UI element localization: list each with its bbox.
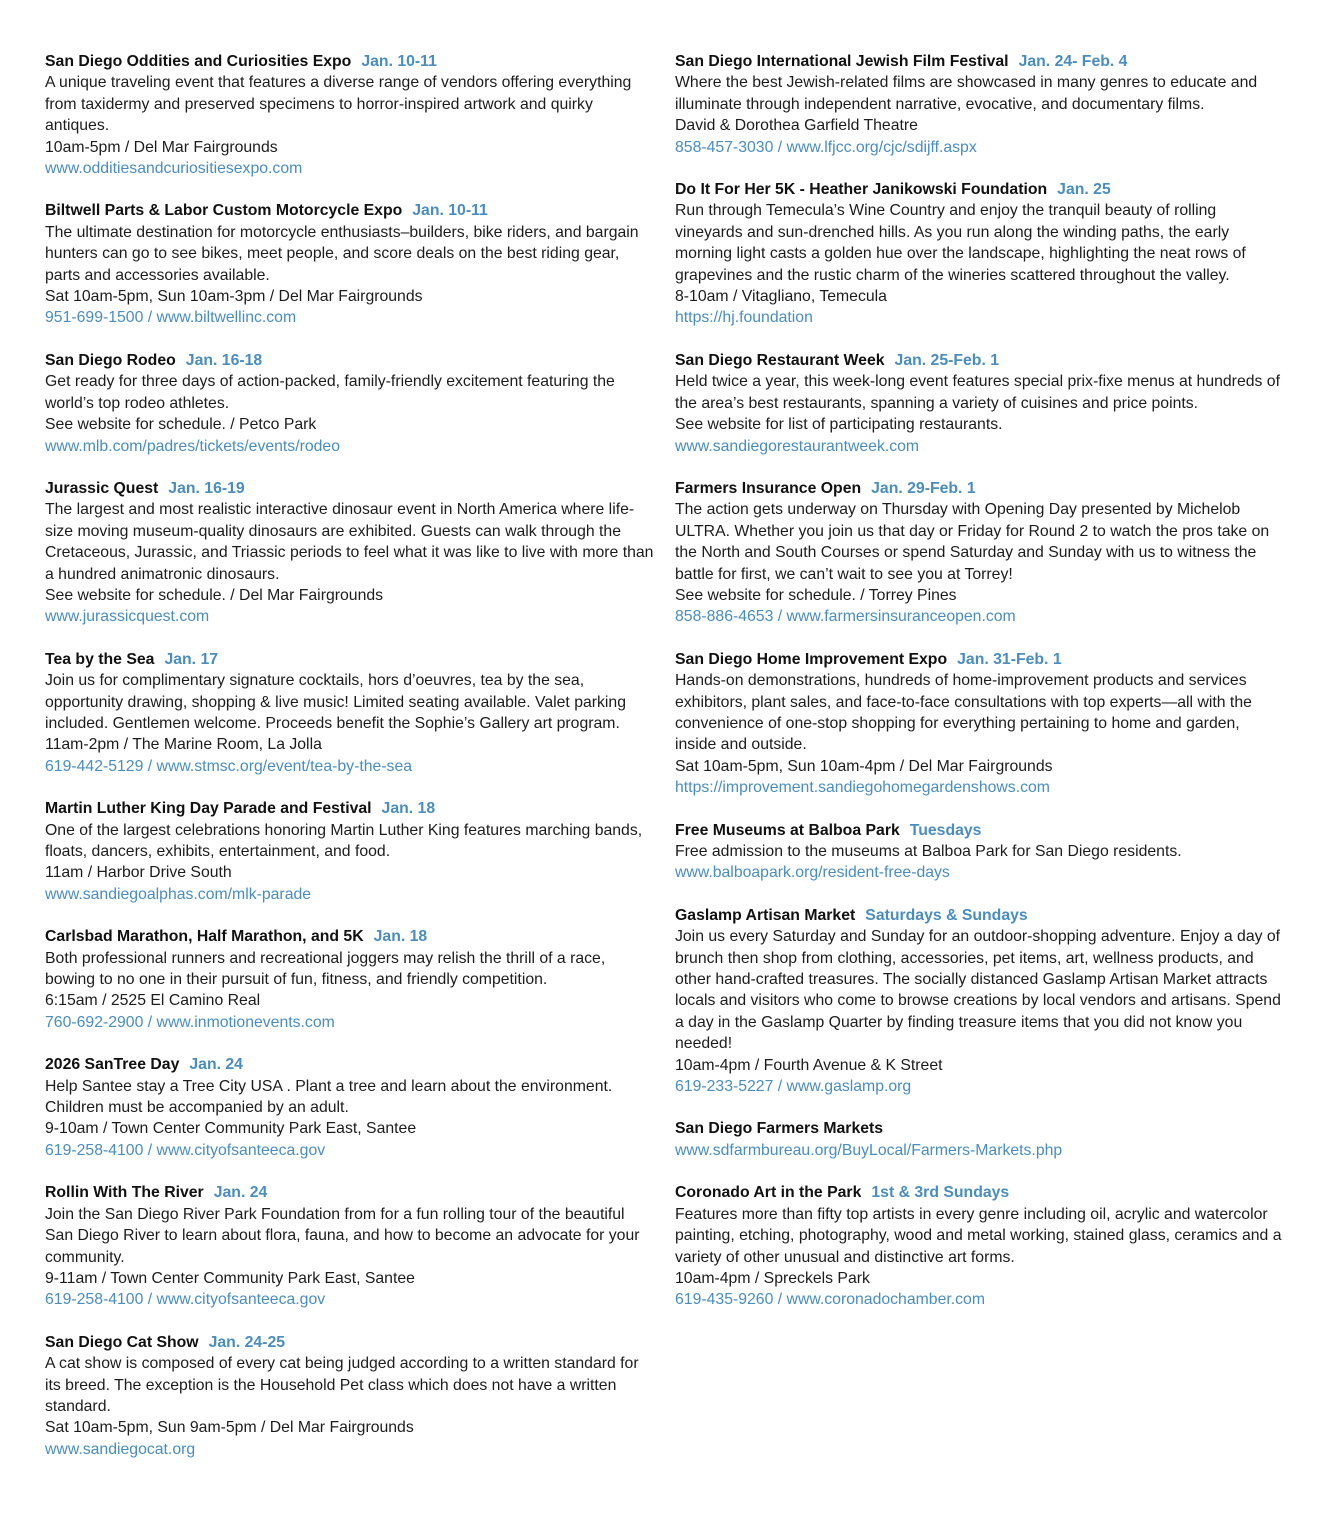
event-header	[675, 905, 1285, 926]
event-title: Rollin With The River	[45, 1184, 204, 1202]
event-link[interactable]: www.sandiegorestaurantweek.com	[675, 437, 920, 455]
event-link[interactable]: www.sdfarmbureau.org/BuyLocal/Farmers-Markets.php	[675, 1141, 1063, 1159]
event-link[interactable]: 619-258-4100 / www.cityofsanteeca.gov	[45, 1141, 326, 1159]
event-header	[675, 1118, 1285, 1139]
event-description: A cat show is composed of every cat being judged according to a written standard for its breed. The exception is the Household Pet class which does not have a written standard.	[45, 1355, 639, 1415]
event-link[interactable]: 760-692-2900 / www.inmotionevents.com	[45, 1013, 335, 1031]
event-description: Hands-on demonstrations, hundreds of home-improvement products and services exhibitors, plant sales, and face-to-face consultations with top experts—all with the convenience of one-stop shopping for everything pertaining to home and garden, inside and outside.	[675, 672, 1252, 754]
event-description: Both professional runners and recreational joggers may relish the thrill of a race, bowing to no one in their pursuit of fun, fitness, and friendly competition.	[45, 949, 606, 989]
event-time-location: 11am / Harbor Drive South	[45, 864, 232, 882]
event-description: Where the best Jewish-related films are showcased in many genres to educate and illuminate through independent narrative, evocative, and documentary films.	[675, 74, 1258, 113]
event-title: Gaslamp Artisan Market	[675, 906, 856, 924]
event-time-location: Sat 10am-5pm, Sun 10am-3pm / Del Mar Fairgrounds	[45, 288, 423, 306]
event-link[interactable]: 951-699-1500 / www.biltwellinc.com	[45, 309, 297, 327]
event-header	[675, 350, 1285, 371]
event-link[interactable]: 619-442-5129 / www.stmsc.org/event/tea-by-the-sea	[45, 757, 413, 775]
event-title: Farmers Insurance Open	[675, 479, 862, 497]
event-time-location: See website for schedule. / Petco Park	[45, 416, 317, 434]
event-description: A unique traveling event that features a diverse range of vendors offering everything from taxidermy and preserved specimens to horror-inspired artwork and quirky antiques.	[45, 74, 632, 135]
event-title: San Diego Home Improvement Expo	[675, 650, 948, 668]
event-time-location: Sat 10am-5pm, Sun 9am-5pm / Del Mar Fairgrounds	[45, 1419, 414, 1437]
event-header	[45, 1054, 655, 1075]
event-title: 2026 SanTree Day	[45, 1056, 180, 1074]
event-title: San Diego Rodeo	[45, 351, 176, 369]
event-header	[675, 649, 1285, 670]
event-time-location: 11am-2pm / The Marine Room, La Jolla	[45, 736, 322, 754]
event-time-location: 10am-4pm / Fourth Avenue & K Street	[675, 1056, 943, 1074]
event-date: Jan. 17	[164, 650, 219, 668]
event-title: Martin Luther King Day Parade and Festival	[45, 800, 372, 818]
event-date: Jan. 25-Feb. 1	[894, 351, 1000, 369]
event-time-location: Sat 10am-5pm, Sun 10am-4pm / Del Mar Fairgrounds	[675, 757, 1053, 775]
event-date: Jan. 24	[189, 1056, 243, 1074]
event-item	[45, 51, 655, 179]
event-item	[45, 1332, 655, 1460]
event-item	[675, 905, 1285, 1098]
event-item	[675, 1118, 1285, 1161]
event-link[interactable]: https://hj.foundation	[675, 309, 813, 327]
event-description: Join us for complimentary signature cocktails, hors d’oeuvres, tea by the sea, opportunity drawing, shopping & live music! Limited seating available. Valet parking included. Gentlemen welcome. Proceeds benefit the Sophie’s Gallery art program.	[45, 672, 627, 732]
event-time-location: See website for schedule. / Torrey Pines	[675, 586, 957, 604]
event-description: Join the San Diego River Park Foundation from for a fun rolling tour of the beautiful San Diego River to learn about flora, fauna, and how to become an advocate for your community.	[45, 1205, 640, 1266]
event-item	[675, 478, 1285, 628]
event-link[interactable]: www.jurassicquest.com	[45, 608, 210, 626]
event-link[interactable]: 619-258-4100 / www.cityofsanteeca.gov	[45, 1291, 326, 1309]
event-link[interactable]: www.odditiesandcuriositiesexpo.com	[45, 160, 303, 178]
event-date: Jan. 31-Feb. 1	[957, 650, 1062, 668]
event-item	[45, 649, 655, 777]
event-date: Jan. 16-19	[168, 479, 245, 497]
event-title: San Diego Restaurant Week	[675, 351, 885, 369]
event-item	[45, 926, 655, 1033]
event-time-location: See website for schedule. / Del Mar Fairgrounds	[45, 586, 384, 604]
event-title: San Diego Cat Show	[45, 1333, 199, 1351]
event-description: Held twice a year, this week-long event features special prix-fixe menus at hundreds of the area’s best restaurants, spanning a variety of cuisines and price points.	[675, 373, 1280, 412]
event-link[interactable]: www.sandiegoalphas.com/mlk-parade	[45, 885, 312, 903]
event-link[interactable]: www.balboapark.org/resident-free-days	[675, 864, 950, 882]
event-item	[675, 350, 1285, 457]
event-title: Free Museums at Balboa Park	[675, 821, 900, 839]
event-item	[45, 1054, 655, 1161]
event-date: Jan. 16-18	[185, 351, 263, 369]
event-title: Carlsbad Marathon, Half Marathon, and 5K	[45, 928, 364, 946]
event-date: Jan. 18	[373, 928, 428, 946]
event-description: Help Santee stay a Tree City USA . Plant a tree and learn about the environment. Children must be accompanied by an adult.	[45, 1077, 613, 1117]
event-time-location: 6:15am / 2525 El Camino Real	[45, 992, 261, 1010]
event-header	[675, 1182, 1285, 1203]
event-date: Jan. 10-11	[361, 53, 437, 70]
event-header	[675, 51, 1285, 72]
event-date: Jan. 24-25	[208, 1333, 286, 1351]
event-link[interactable]: 619-435-9260 / www.coronadochamber.com	[675, 1291, 985, 1309]
event-title: San Diego Oddities and Curiosities Expo	[45, 53, 352, 70]
event-header	[45, 1332, 655, 1353]
event-item	[45, 798, 655, 905]
event-header	[45, 926, 655, 947]
event-description: Features more than fifty top artists in every genre including oil, acrylic and watercolor painting, etching, photography, wood and metal working, stained glass, ceramics and a variety of other unusual and distinctive art forms.	[675, 1205, 1282, 1266]
event-time-location: 8-10am / Vitagliano, Temecula	[675, 288, 887, 306]
event-item	[45, 350, 655, 457]
event-date: Saturdays & Sundays	[865, 906, 1028, 924]
event-link[interactable]: 619-233-5227 / www.gaslamp.org	[675, 1078, 912, 1096]
event-header	[45, 1182, 655, 1203]
event-time-location: 10am-4pm / Spreckels Park	[675, 1269, 870, 1287]
event-description: Run through Temecula’s Wine Country and enjoy the tranquil beauty of rolling vineyards and sun-drenched hills. As you run along the winding paths, the early morning light casts a golden hue over the landscape, highlighting the neat rows of grapevines and the rustic charm of the wineries scattered throughout the valley.	[675, 202, 1246, 284]
event-time-location: 10am-5pm / Del Mar Fairgrounds	[45, 138, 278, 156]
event-title: Jurassic Quest	[45, 479, 159, 497]
event-header	[45, 478, 655, 499]
event-title: Coronado Art in the Park	[675, 1184, 862, 1202]
event-item	[675, 51, 1285, 158]
event-date: Jan. 18	[381, 800, 436, 818]
event-header	[45, 350, 655, 371]
event-item	[45, 1182, 655, 1310]
event-date: 1st & 3rd Sundays	[871, 1184, 1010, 1202]
event-link[interactable]: https://improvement.sandiegohomegardenshows.com	[675, 779, 1050, 797]
event-date: Jan. 24	[213, 1184, 268, 1202]
event-date: Tuesdays	[909, 821, 982, 839]
event-title: Tea by the Sea	[45, 650, 155, 668]
event-header	[45, 798, 655, 819]
event-time-location: David & Dorothea Garfield Theatre	[675, 117, 918, 135]
event-link[interactable]: 858-886-4653 / www.farmersinsuranceopen.com	[675, 608, 1016, 626]
event-header	[45, 51, 655, 72]
event-link[interactable]: www.mlb.com/padres/tickets/events/rodeo	[45, 437, 340, 455]
event-date: Jan. 24- Feb. 4	[1018, 53, 1128, 70]
event-header	[675, 179, 1285, 200]
event-item	[675, 179, 1285, 329]
event-time-location: 9-11am / Town Center Community Park East, Santee	[45, 1269, 415, 1287]
event-item	[45, 200, 655, 328]
event-description: The ultimate destination for motorcycle enthusiasts–builders, bike riders, and bargain hunters can go to see bikes, meet people, and score deals on the best riding gear, parts and accessories available.	[45, 223, 639, 284]
event-description: Free admission to the museums at Balboa Park for San Diego residents.	[675, 843, 1182, 860]
event-item	[675, 1182, 1285, 1310]
event-description: The action gets underway on Thursday with Opening Day presented by Michelob ULTRA. Whether you join us that day or Friday for Round 2 to watch the pros take on the North and South Courses or spend Saturday and Sunday with us to witness the battle for first, we can’t wait to see you at Torrey!	[675, 501, 1270, 583]
event-time-location: See website for list of participating restaurants.	[675, 416, 1003, 434]
event-title: Biltwell Parts & Labor Custom Motorcycle Expo	[45, 202, 403, 220]
event-item	[45, 478, 655, 628]
right-column	[675, 51, 1285, 1332]
event-header	[45, 649, 655, 670]
event-description: The largest and most realistic interactive dinosaur event in North America where life-size moving museum-quality dinosaurs are exhibited. Guests can walk through the Cretaceous, Jurassic, and Triassic periods to feel what it was like to live with more than a hundred animatronic dinosaurs.	[45, 501, 654, 583]
event-item	[675, 820, 1285, 884]
event-title: San Diego International Jewish Film Festival	[675, 53, 1009, 70]
event-date: Jan. 29-Feb. 1	[871, 479, 976, 497]
event-link[interactable]: 858-457-3030 / www.lfjcc.org/cjc/sdijff.aspx	[675, 138, 977, 156]
event-description: Get ready for three days of action-packed, family-friendly excitement featuring the world’s top rodeo athletes.	[45, 373, 615, 412]
event-header	[675, 478, 1285, 499]
event-title: San Diego Farmers Markets	[675, 1120, 884, 1138]
event-description: Join us every Saturday and Sunday for an outdoor-shopping adventure. Enjoy a day of brunch then shop from clothing, accessories, pet items, art, wellness products, and other hand-crafted treasures. The socially distanced Gaslamp Artisan Market attracts locals and visitors who come to browse creations by local vendors and artisans. Spend a day in the Gaslamp Quarter by finding treasure items that you did not know you needed!	[675, 928, 1281, 1053]
event-header	[45, 200, 655, 221]
event-title: Do It For Her 5K - Heather Janikowski Foundation	[675, 181, 1048, 199]
event-time-location: 9-10am / Town Center Community Park East, Santee	[45, 1120, 417, 1138]
event-item	[675, 649, 1285, 799]
event-date: Jan. 10-11	[412, 202, 488, 220]
event-description: One of the largest celebrations honoring Martin Luther King features marching bands, floats, dancers, exhibits, entertainment, and food.	[45, 821, 643, 860]
event-header	[675, 820, 1285, 841]
left-column	[45, 51, 655, 1481]
event-link[interactable]: www.sandiegocat.org	[45, 1440, 196, 1458]
event-date: Jan. 25	[1057, 181, 1111, 199]
